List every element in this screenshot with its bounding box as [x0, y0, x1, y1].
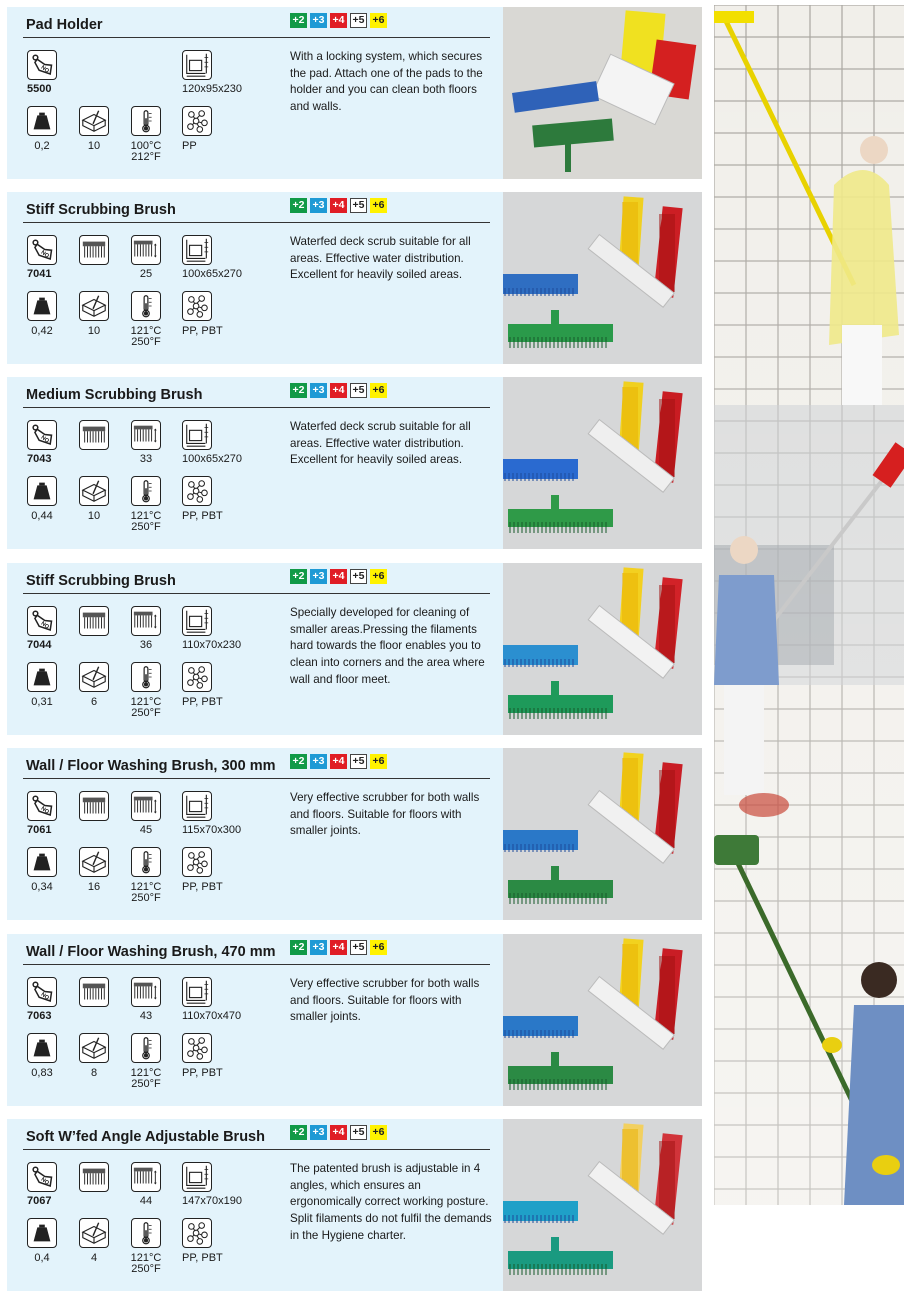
- color-code-blue: +3: [310, 1125, 327, 1140]
- color-codes: [290, 13, 387, 28]
- item-number: 7067: [27, 1195, 52, 1207]
- color-code-yellow: +6: [370, 383, 387, 398]
- item-tag-icon: [27, 1162, 57, 1192]
- item-tag-icon: [27, 606, 57, 636]
- svg-text:NO: NO: [39, 1176, 50, 1187]
- temperature-celsius: 121°C: [130, 1067, 162, 1079]
- product-photo: [503, 748, 702, 920]
- product-description: Waterfed deck scrub suitable for all areas. Effective water distribution. Excellent for heavily soiled areas.: [290, 420, 471, 467]
- color-code-blue: +3: [310, 754, 327, 769]
- dimensions-icon: [182, 606, 212, 636]
- color-code-blue: +3: [310, 940, 327, 955]
- dimensions-value: 100x65x270: [182, 268, 242, 280]
- temperature-celsius: 121°C: [130, 696, 162, 708]
- thermometer-icon: [131, 662, 161, 692]
- item-tag-icon: [27, 977, 57, 1007]
- product-card-7067: [7, 1119, 702, 1291]
- color-code-red: +4: [330, 383, 347, 398]
- product-photo: [503, 192, 702, 364]
- product-title: Pad Holder: [26, 17, 103, 33]
- svg-text:NO: NO: [39, 805, 50, 816]
- product-description: Very effective scrubber for both walls and floors. Suitable for floors with smaller joints.: [290, 791, 480, 838]
- material-icon: [182, 291, 212, 321]
- pack-count-icon: [79, 106, 109, 136]
- pack-count-value: 4: [90, 1252, 98, 1264]
- brush-head-icon: [79, 1162, 109, 1192]
- product-card-7043: [7, 377, 702, 549]
- filament-rows-value: 36: [139, 639, 153, 651]
- thermometer-icon: [131, 1033, 161, 1063]
- material-icon: [182, 662, 212, 692]
- filament-rows-icon: [131, 791, 161, 821]
- temperature-fahrenheit: 250°F: [131, 892, 161, 904]
- item-number: 7061: [27, 824, 52, 836]
- thermometer-icon: [131, 1218, 161, 1248]
- color-code-yellow: +6: [370, 13, 387, 28]
- dimensions-icon: [182, 977, 212, 1007]
- filament-rows-value: 45: [139, 824, 153, 836]
- dimensions-value: 110x70x230: [182, 639, 242, 651]
- weight-value: 0,34: [31, 881, 53, 893]
- temperature-celsius: 121°C: [130, 881, 162, 893]
- color-code-blue: +3: [310, 198, 327, 213]
- color-code-blue: +3: [310, 383, 327, 398]
- temperature-fahrenheit: 250°F: [131, 1263, 161, 1275]
- svg-text:NO: NO: [39, 64, 50, 75]
- item-tag-icon: [27, 791, 57, 821]
- weight-icon: [27, 1033, 57, 1063]
- material-icon: [182, 106, 212, 136]
- pack-count-value: 16: [87, 881, 101, 893]
- temperature-fahrenheit: 250°F: [131, 707, 161, 719]
- title-rule: [23, 37, 490, 38]
- weight-icon: [27, 1218, 57, 1248]
- product-description: Very effective scrubber for both walls and floors. Suitable for floors with smaller joints.: [290, 977, 480, 1024]
- product-card-7041: [7, 192, 702, 364]
- filament-rows-icon: [131, 977, 161, 1007]
- weight-value: 0,42: [31, 325, 53, 337]
- color-code-green: +2: [290, 13, 307, 28]
- temperature-celsius: 121°C: [130, 325, 162, 337]
- brush-head-icon: [79, 977, 109, 1007]
- dimensions-icon: [182, 1162, 212, 1192]
- item-tag-icon: [27, 420, 57, 450]
- product-card-7044: [7, 563, 702, 735]
- svg-text:NO: NO: [39, 249, 50, 260]
- item-number: 7043: [27, 453, 52, 465]
- dimensions-value: 115x70x300: [182, 824, 242, 836]
- item-number: 7044: [27, 639, 52, 651]
- color-code-white: +5: [350, 1125, 367, 1140]
- color-codes: [290, 754, 387, 769]
- dimensions-icon: [182, 50, 212, 80]
- title-rule: [23, 222, 490, 223]
- product-card-7061: [7, 748, 702, 920]
- weight-value: 0,83: [31, 1067, 53, 1079]
- color-code-white: +5: [350, 569, 367, 584]
- item-tag-icon: [27, 235, 57, 265]
- product-photo: [503, 7, 702, 179]
- color-code-blue: +3: [310, 13, 327, 28]
- weight-icon: [27, 476, 57, 506]
- svg-text:NO: NO: [39, 620, 50, 631]
- color-code-white: +5: [350, 13, 367, 28]
- pack-count-icon: [79, 1033, 109, 1063]
- color-code-green: +2: [290, 198, 307, 213]
- title-rule: [23, 407, 490, 408]
- filament-rows-icon: [131, 420, 161, 450]
- temperature-celsius: 100°C: [130, 140, 162, 152]
- color-codes: [290, 940, 387, 955]
- material-value: PP, PBT: [182, 881, 223, 893]
- weight-value: 0,4: [34, 1252, 50, 1264]
- dimensions-value: 100x65x270: [182, 453, 242, 465]
- product-title: Wall / Floor Washing Brush, 300 mm: [26, 758, 276, 774]
- temperature-fahrenheit: 250°F: [131, 336, 161, 348]
- color-code-red: +4: [330, 569, 347, 584]
- weight-value: 0,2: [34, 140, 50, 152]
- pack-count-icon: [79, 476, 109, 506]
- material-icon: [182, 476, 212, 506]
- color-code-green: +2: [290, 383, 307, 398]
- product-card-7063: [7, 934, 702, 1106]
- product-photo: [503, 934, 702, 1106]
- product-title: Stiff Scrubbing Brush: [26, 202, 176, 218]
- dimensions-icon: [182, 420, 212, 450]
- product-title: Stiff Scrubbing Brush: [26, 573, 176, 589]
- color-code-red: +4: [330, 13, 347, 28]
- thermometer-icon: [131, 847, 161, 877]
- svg-text:NO: NO: [39, 991, 50, 1002]
- thermometer-icon: [131, 106, 161, 136]
- filament-rows-icon: [131, 235, 161, 265]
- product-title: Medium Scrubbing Brush: [26, 387, 203, 403]
- product-description: The patented brush is adjustable in 4 angles, which ensures an ergonomically correct working posture. Split filaments do not fulfil the demands in the Hygiene charter.: [290, 1162, 492, 1242]
- filament-rows-value: 44: [139, 1195, 153, 1207]
- product-photo: [503, 563, 702, 735]
- material-icon: [182, 1033, 212, 1063]
- title-rule: [23, 964, 490, 965]
- pack-count-value: 10: [87, 510, 101, 522]
- dimensions-icon: [182, 235, 212, 265]
- weight-icon: [27, 847, 57, 877]
- product-photo: [503, 1119, 702, 1291]
- color-code-green: +2: [290, 940, 307, 955]
- color-code-white: +5: [350, 940, 367, 955]
- color-codes: [290, 383, 387, 398]
- dimensions-value: 110x70x470: [182, 1010, 242, 1022]
- weight-value: 0,44: [31, 510, 53, 522]
- thermometer-icon: [131, 291, 161, 321]
- color-code-red: +4: [330, 754, 347, 769]
- item-number: 7063: [27, 1010, 52, 1022]
- product-title: Wall / Floor Washing Brush, 470 mm: [26, 944, 276, 960]
- color-code-white: +5: [350, 754, 367, 769]
- color-code-white: +5: [350, 383, 367, 398]
- product-description: With a locking system, which secures the pad. Attach one of the pads to the holder and you can clean both floors and walls.: [290, 50, 483, 114]
- color-code-blue: +3: [310, 569, 327, 584]
- color-codes: [290, 569, 387, 584]
- product-title: Soft W’fed Angle Adjustable Brush: [26, 1129, 265, 1145]
- product-description: Specially developed for cleaning of smaller areas.Pressing the filaments hard towards the floor enables you to clean into corners and the area where wall and floor meet.: [290, 606, 485, 686]
- svg-text:NO: NO: [39, 434, 50, 445]
- title-rule: [23, 1149, 490, 1150]
- cleaning-staff-photo: [714, 5, 904, 1205]
- material-icon: [182, 847, 212, 877]
- material-value: PP: [182, 140, 197, 152]
- temperature-celsius: 121°C: [130, 510, 162, 522]
- weight-icon: [27, 106, 57, 136]
- item-number: 7041: [27, 268, 52, 280]
- color-code-yellow: +6: [370, 569, 387, 584]
- weight-icon: [27, 291, 57, 321]
- pack-count-value: 10: [87, 325, 101, 337]
- pack-count-value: 6: [90, 696, 98, 708]
- title-rule: [23, 778, 490, 779]
- material-value: PP, PBT: [182, 1067, 223, 1079]
- filament-rows-value: 43: [139, 1010, 153, 1022]
- pack-count-value: 10: [87, 140, 101, 152]
- material-value: PP, PBT: [182, 696, 223, 708]
- weight-icon: [27, 662, 57, 692]
- dimensions-value: 147x70x190: [182, 1195, 242, 1207]
- dimensions-value: 120x95x230: [182, 83, 242, 95]
- color-code-red: +4: [330, 940, 347, 955]
- brush-head-icon: [79, 235, 109, 265]
- color-code-green: +2: [290, 754, 307, 769]
- item-number: 5500: [27, 83, 52, 95]
- pack-count-value: 8: [90, 1067, 98, 1079]
- pack-count-icon: [79, 662, 109, 692]
- material-icon: [182, 1218, 212, 1248]
- color-code-yellow: +6: [370, 1125, 387, 1140]
- temperature-fahrenheit: 250°F: [131, 521, 161, 533]
- pack-count-icon: [79, 291, 109, 321]
- material-value: PP, PBT: [182, 325, 223, 337]
- thermometer-icon: [131, 476, 161, 506]
- product-description: Waterfed deck scrub suitable for all areas. Effective water distribution. Excellent for heavily soiled areas.: [290, 235, 471, 282]
- filament-rows-value: 25: [139, 268, 153, 280]
- brush-head-icon: [79, 606, 109, 636]
- color-codes: [290, 198, 387, 213]
- dimensions-icon: [182, 791, 212, 821]
- material-value: PP, PBT: [182, 510, 223, 522]
- color-code-green: +2: [290, 569, 307, 584]
- color-code-red: +4: [330, 198, 347, 213]
- filament-rows-icon: [131, 1162, 161, 1192]
- color-code-yellow: +6: [370, 754, 387, 769]
- title-rule: [23, 593, 490, 594]
- color-code-yellow: +6: [370, 198, 387, 213]
- item-tag-icon: [27, 50, 57, 80]
- temperature-fahrenheit: 250°F: [131, 1078, 161, 1090]
- color-code-white: +5: [350, 198, 367, 213]
- pack-count-icon: [79, 847, 109, 877]
- temperature-fahrenheit: 212°F: [131, 151, 161, 163]
- temperature-celsius: 121°C: [130, 1252, 162, 1264]
- color-code-red: +4: [330, 1125, 347, 1140]
- weight-value: 0,31: [31, 696, 53, 708]
- filament-rows-icon: [131, 606, 161, 636]
- brush-head-icon: [79, 791, 109, 821]
- product-card-5500: [7, 7, 702, 179]
- material-value: PP, PBT: [182, 1252, 223, 1264]
- pack-count-icon: [79, 1218, 109, 1248]
- color-code-yellow: +6: [370, 940, 387, 955]
- color-code-green: +2: [290, 1125, 307, 1140]
- brush-head-icon: [79, 420, 109, 450]
- filament-rows-value: 33: [139, 453, 153, 465]
- product-photo: [503, 377, 702, 549]
- color-codes: [290, 1125, 387, 1140]
